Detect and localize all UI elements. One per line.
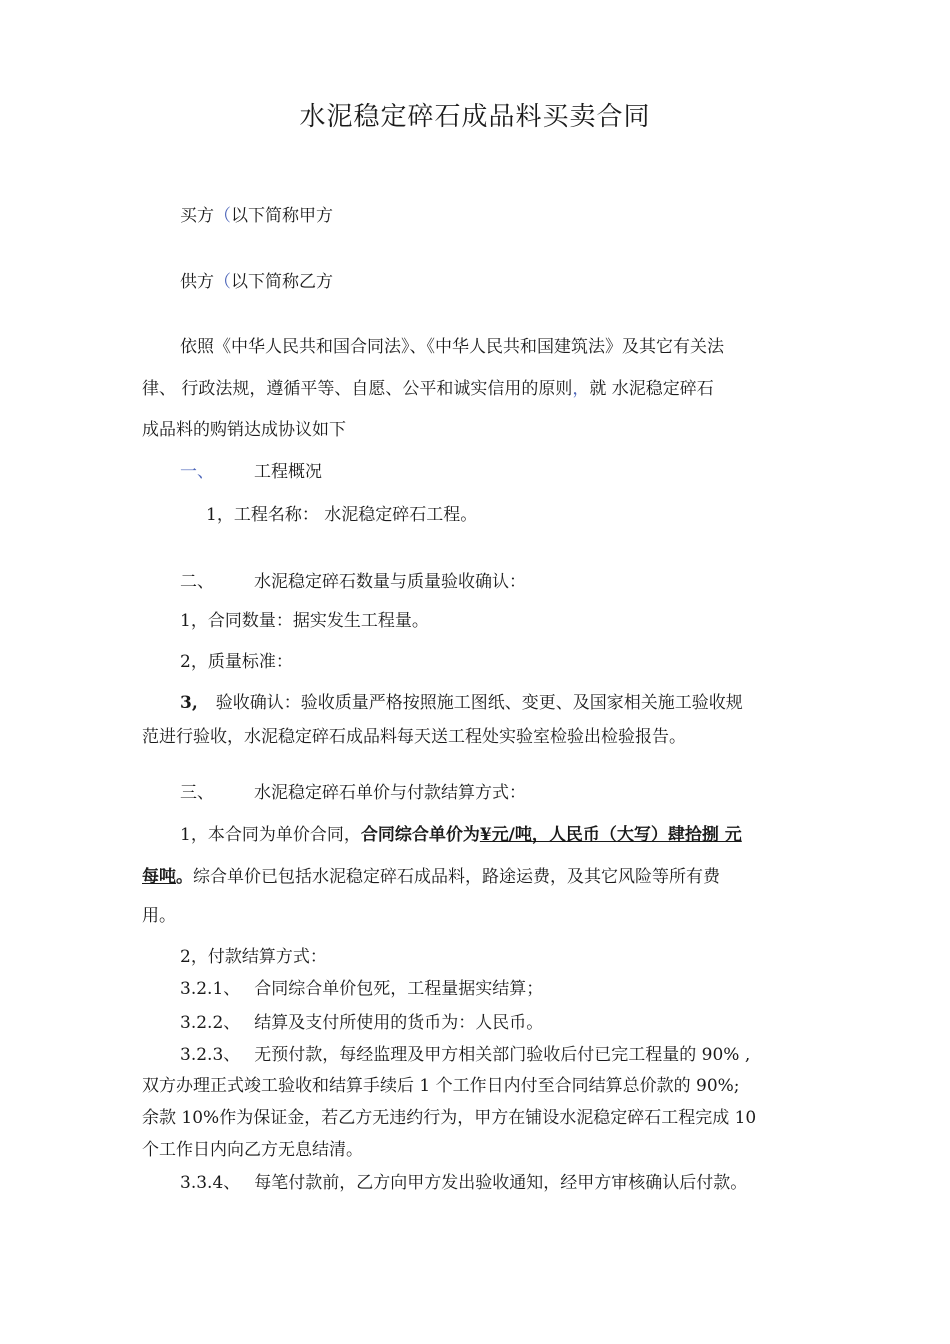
section-2-title: 水泥稳定碎石数量与质量验收确认： — [254, 572, 526, 592]
section-3-item-1-line-2: 每吨。综合单价已包括水泥稳定碎石成品料，路途运费，及其它风险等所有费 — [142, 867, 720, 887]
section-2-item-3: 3, 验收确认：验收质量严格按照施工图纸、变更、及国家相关施工验收规 — [180, 693, 743, 713]
seller-label: 供方 — [180, 272, 214, 292]
seller-text: 以下简称乙方 — [231, 272, 333, 292]
section-2-number: 二、 — [180, 572, 214, 592]
clause-3-2-1: 3.2.1、 合同综合单价包死，工程量据实结算； — [180, 979, 544, 999]
clause-3-2-3-line-4: 个工作日内向乙方无息结清。 — [142, 1140, 363, 1160]
document-title: 水泥稳定碎石成品料买卖合同 — [299, 102, 651, 132]
clause-3-2-2: 3.2.2、 结算及支付所使用的货币为：人民币。 — [180, 1013, 544, 1033]
section-1-number: 一、 — [180, 462, 214, 482]
buyer-line — [180, 205, 333, 227]
intro-line-1: 依照《中华人民共和国合同法》、《中华人民共和国建筑法》及其它有关法 — [180, 337, 724, 357]
section-3-item-2: 2，付款结算方式： — [180, 947, 327, 967]
section-2-item-2: 2，质量标准： — [180, 652, 293, 672]
buyer-text: 以下简称甲方 — [231, 206, 333, 226]
section-1-item-1: 1，工程名称： 水泥稳定碎石工程。 — [206, 505, 478, 525]
clause-3-2-3-line-3: 余款 10%作为保证金，若乙方无违约行为，甲方在铺设水泥稳定碎石工程完成 10 — [142, 1108, 757, 1128]
section-3-heading — [180, 782, 526, 804]
section-1-heading — [180, 461, 322, 483]
buyer-label: 买方 — [180, 206, 214, 226]
section-3-title: 水泥稳定碎石单价与付款结算方式： — [254, 783, 526, 803]
section-3-item-1-line-3: 用。 — [142, 906, 176, 926]
section-2-heading — [180, 571, 526, 593]
buyer-paren: （ — [214, 206, 231, 226]
section-2-item-3-cont: 范进行验收，水泥稳定碎石成品料每天送工程处实验室检验出检验报告。 — [142, 727, 686, 747]
section-3-number: 三、 — [180, 783, 214, 803]
clause-3-3-4: 3.3.4、 每笔付款前，乙方向甲方发出验收通知，经甲方审核确认后付款。 — [180, 1173, 748, 1193]
intro-line-3: 成品料的购销达成协议如下 — [142, 420, 346, 440]
section-3-item-1: 1，本合同为单价合同，合同综合单价为¥元/吨，人民币（大写）肆拾捌 元 — [180, 825, 742, 845]
seller-line — [180, 271, 333, 293]
seller-paren: （ — [214, 272, 231, 292]
unit-price: ¥元/吨，人民币（大写）肆拾捌 元 — [479, 825, 742, 845]
section-2-item-1: 1，合同数量：据实发生工程量。 — [180, 611, 429, 631]
section-1-title: 工程概况 — [254, 462, 322, 482]
clause-3-2-3-line-2: 双方办理正式竣工验收和结算手续后 1 个工作日内付至合同结算总价款的 90%; — [142, 1076, 740, 1096]
clause-3-2-3: 3.2.3、 无预付款，每经监理及甲方相关部门验收后付已完工程量的 90% , — [180, 1045, 751, 1065]
intro-line-2: 律、 行政法规，遵循平等、自愿、公平和诚实信用的原则，就 水泥稳定碎石 — [142, 379, 714, 399]
